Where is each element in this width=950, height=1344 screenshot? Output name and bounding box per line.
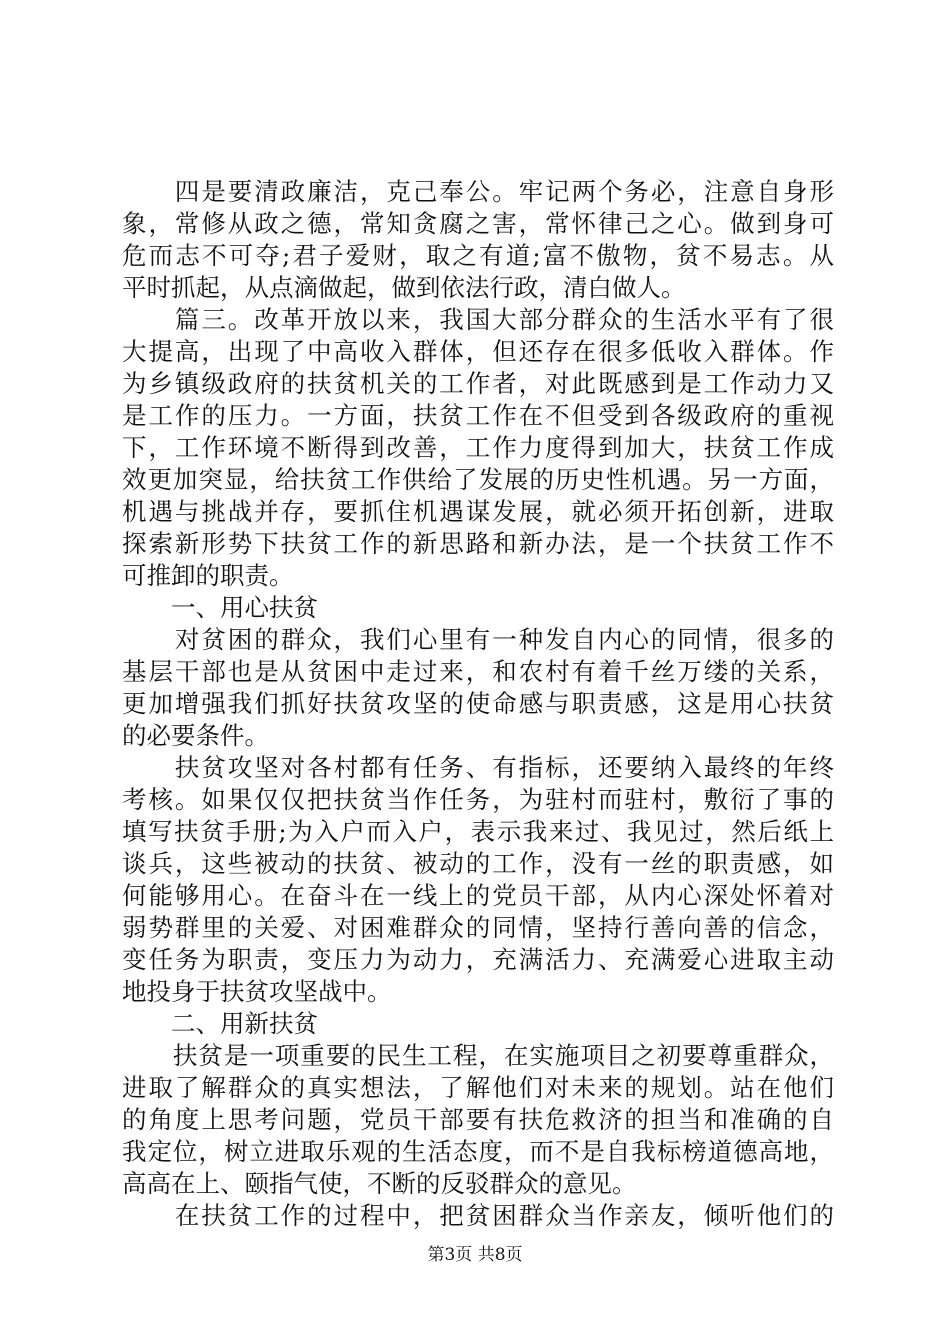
text-line: 机遇与挑战并存，要抓住机遇谋发展，就必须开拓创新，进取 (122, 497, 834, 526)
text-line: 大提高，出现了中高收入群体，但还存在很多低收入群体。作 (122, 337, 834, 366)
text-line: 可推卸的职责。 (122, 561, 294, 590)
text-line: 危而志不可夺;君子爱财，取之有道;富不傲物，贫不易志。从 (122, 241, 834, 270)
text-line: 何能够用心。在奋斗在一线上的党员干部，从内心深处怀着对 (122, 881, 834, 910)
text-line: 弱势群里的关爱、对困难群众的同情，坚持行善向善的信念， (122, 913, 834, 942)
text-line: 的角度上思考问题，党员干部要有扶危救济的担当和准确的自 (122, 1105, 834, 1134)
text-line: 填写扶贫手册;为入户而入户，表示我来过、我见过，然后纸上 (122, 817, 834, 846)
text-line: 平时抓起，从点滴做起，做到依法行政，清白做人。 (122, 273, 686, 302)
text-line: 变任务为职责，变压力为动力，充满活力、充满爱心进取主动 (122, 945, 834, 974)
text-line: 的必要条件。 (122, 721, 269, 750)
text-line: 效更加突显，给扶贫工作供给了发展的历史性机遇。另一方面， (122, 465, 834, 494)
text-line: 谈兵，这些被动的扶贫、被动的工作，没有一丝的职责感，如 (122, 849, 834, 878)
text-line: 为乡镇级政府的扶贫机关的工作者，对此既感到是工作动力又 (122, 369, 834, 398)
text-line: 考核。如果仅仅把扶贫当作任务，为驻村而驻村，敷衍了事的 (122, 785, 834, 814)
body-text (122, 176, 834, 1232)
text-line: 是工作的压力。一方面，扶贫工作在不但受到各级政府的重视 (122, 401, 834, 430)
text-line: 一、用心扶贫 (122, 593, 318, 622)
text-line: 对贫困的群众，我们心里有一种发自内心的同情，很多的 (122, 625, 834, 654)
text-line: 高高在上、颐指气使，不断的反驳群众的意见。 (122, 1169, 637, 1198)
text-line: 扶贫攻坚对各村都有任务、有指标，还要纳入最终的年终 (122, 753, 834, 782)
text-line: 下，工作环境不断得到改善，工作力度得到加大，扶贫工作成 (122, 433, 834, 462)
text-line: 基层干部也是从贫困中走过来，和农村有着千丝万缕的关系， (122, 657, 834, 686)
text-line: 四是要清政廉洁，克己奉公。牢记两个务必，注意自身形 (122, 177, 834, 206)
text-line: 地投身于扶贫攻坚战中。 (122, 977, 392, 1006)
text-line: 象，常修从政之德，常知贪腐之害，常怀律己之心。做到身可 (122, 209, 834, 238)
text-line: 在扶贫工作的过程中，把贫困群众当作亲友，倾听他们的 (122, 1201, 834, 1230)
text-line: 探索新形势下扶贫工作的新思路和新办法，是一个扶贫工作不 (122, 529, 834, 558)
text-line: 我定位，树立进取乐观的生活态度，而不是自我标榜道德高地， (122, 1137, 834, 1166)
text-line: 篇三。改革开放以来，我国大部分群众的生活水平有了很 (122, 305, 834, 334)
text-line: 扶贫是一项重要的民生工程，在实施项目之初要尊重群众， (122, 1041, 834, 1070)
page-footer: 第3页 共8页 (427, 1245, 523, 1265)
text-line: 二、用新扶贫 (122, 1009, 318, 1038)
text-line: 进取了解群众的真实想法，了解他们对未来的规划。站在他们 (122, 1073, 834, 1102)
text-line: 更加增强我们抓好扶贫攻坚的使命感与职责感，这是用心扶贫 (122, 689, 834, 718)
